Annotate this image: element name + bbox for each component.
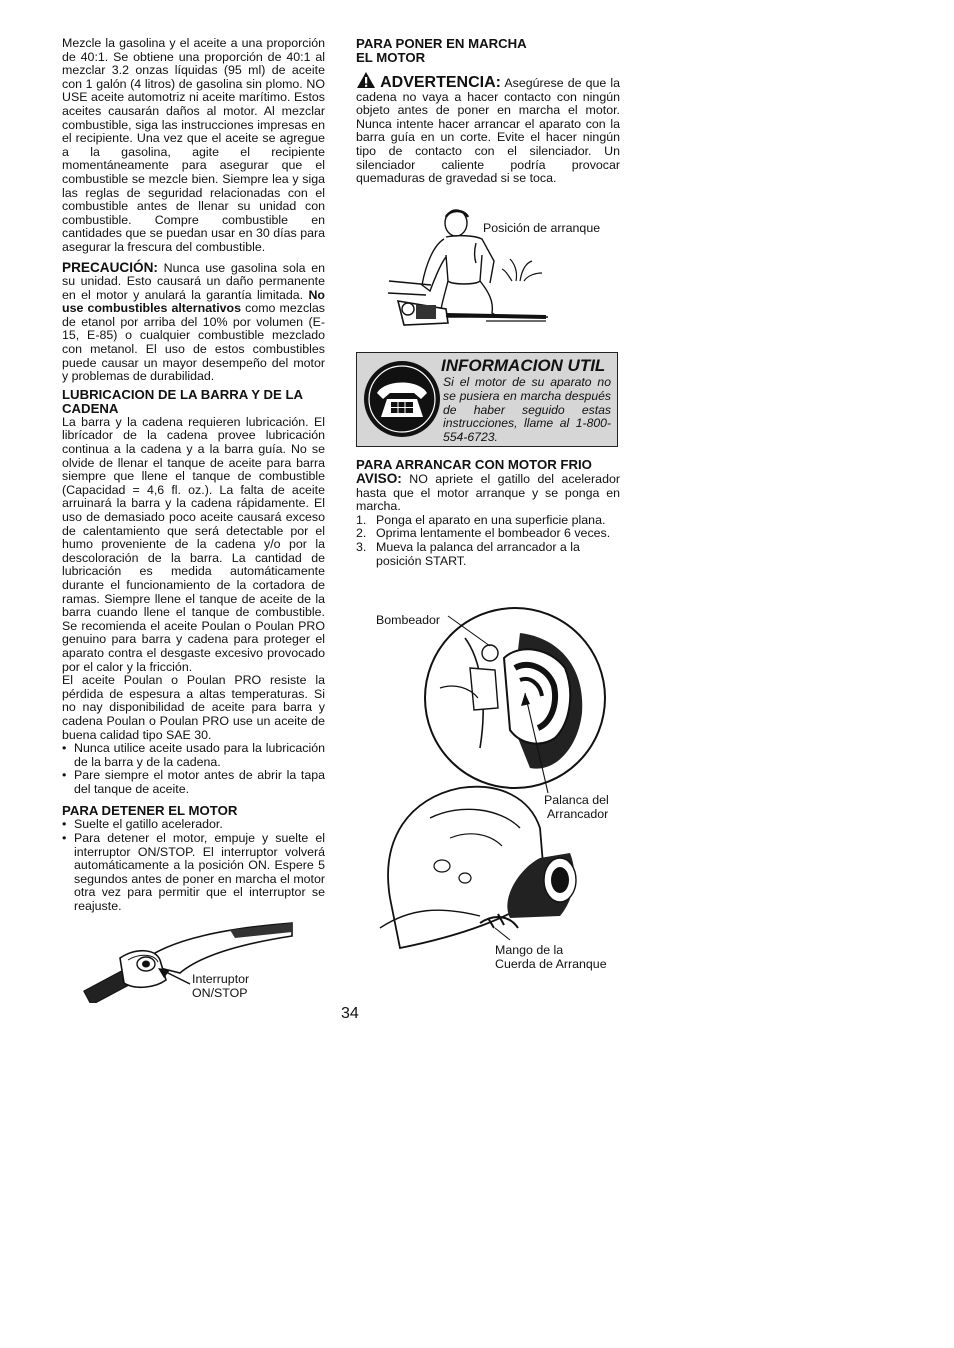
caution-paragraph: PRECAUCIÓN: Nunca use gasolina sola en su unidad. Esto causará un daño permanente en el motor y anulará la garantía limitada. No use combustibles alternativos como mezclas de etanol por arriba del 10% por volumen (E-15, E-85) o cualquier combustible mezclado con metanol. El uso de estos combustibles puede causar un mayor desempeño del motor y problemas de durabilidad. — [62, 259, 326, 384]
caution-label: PRECAUCIÓN: — [62, 259, 158, 275]
list-item: • Para detener el motor, empuje y suelte el interruptor ON/STOP. El interruptor volverá automáticamente a la posición ON. Espere 5 segundos antes de poner en marcha el motor otra vez para permitir que el interruptor se reajuste. — [62, 832, 325, 914]
list-item: • Nunca utilice aceite usado para la lubricación de la barra y de la cadena. — [62, 742, 325, 769]
list-item: 3. Mueva la palanca del arrancador a la posición START. — [356, 539, 580, 568]
engine-primer-illustration — [370, 598, 615, 978]
list-item: • Pare siempre el motor antes de abrir la tapa del tanque de aceite. — [62, 769, 325, 796]
helpful-info-box — [356, 352, 618, 447]
warning-label: ADVERTENCIA: — [380, 74, 501, 91]
start-engine-heading-2: EL MOTOR — [356, 50, 426, 65]
cold-start-steps — [356, 514, 620, 568]
helpful-info-text: Si el motor de su aparato no se pusiera en marcha después de haber seguido estas instrucciones, llame al 1-800-554-6723. — [443, 375, 611, 445]
starter-lever-label-1: Palanca del — [544, 793, 609, 807]
primer-label: Bombeador — [376, 613, 441, 627]
on-stop-switch-illustration — [80, 918, 300, 1003]
stop-engine-bullets — [62, 818, 325, 913]
helpful-info-title: INFORMACION UTIL — [441, 356, 606, 375]
list-item: 2. Oprima lentamente el bombeador 6 veces. — [356, 526, 611, 541]
starter-lever-label-2: Arrancador — [547, 807, 609, 821]
lubrication-paragraph-1: La barra y la cadena requieren lubricación. El librícador de la cadena provee lubricación continua a la cadena y a la barra guía. No se olvide de llenar el tanque de aceite para barra siempre que llene el tanque de combustible (Capacidad = 4,6 fl. oz.). La falta de aceite arruinará la barra y la cadena rápidamente. El uso de demasiado poco aceite causará exceso de calentamiento que será detectable por el humo proveniente de la cadena y/o por la descoloración de la barra. La cantidad de lubricación es medida automáticamente durante el funcionamiento de la cortadora de ramas. Siempre llene el tanque de aceite de la barra cuando llene el tanque de combustible. Se recomienda el aceite Poulan o Poulan PRO genuino para barra y cadena para proteger el aparato contra el desgaste excesivo provocado por el calor y la fricción. — [62, 414, 325, 674]
cold-start-heading: PARA ARRANCAR CON MOTOR FRIO — [356, 457, 592, 472]
left-column — [62, 37, 325, 914]
starting-position-label: Posición de arranque — [483, 221, 601, 235]
lubrication-bullets — [62, 742, 325, 796]
switch-label-2: ON/STOP — [192, 986, 248, 1000]
switch-label-1: Interruptor — [192, 972, 250, 986]
starter-handle-label-1: Mango de la — [495, 943, 564, 957]
stop-engine-heading: PARA DETENER EL MOTOR — [62, 803, 238, 819]
list-item: • Suelte el gatillo acelerador. — [62, 818, 325, 832]
starter-handle-label-2: Cuerda de Arranque — [495, 957, 607, 971]
start-engine-heading-1: PARA PONER EN MARCHA — [356, 36, 527, 51]
page-number: 34 — [341, 1005, 359, 1022]
telephone-icon — [363, 359, 441, 439]
right-column — [356, 37, 620, 186]
lubrication-heading: LUBRICACION DE LA BARRA Y DE LA CADENA — [62, 386, 303, 416]
warning-triangle-icon — [356, 71, 376, 89]
cold-start-section — [356, 458, 620, 568]
notice-label: AVISO: — [356, 471, 402, 486]
warning-paragraph: ADVERTENCIA: Asegúrese de que la cadena no vaya a hacer contacto con ningún objeto antes de poner en marcha el motor. Nunca intente hacer arrancar el aparato con la barra guía en un corte. Evite el hacer ningún tipo de contacto con el silenciador. Un silenciador caliente podría provocar quemaduras de gravedad si se toca. — [356, 71, 620, 186]
fuel-mix-paragraph: Mezcle la gasolina y el aceite a una proporción de 40:1. Se obtiene una proporción de 40:1 al mezclar 3.2 onzas líquidas (95 ml) de aceite con 1 galón (4 litros) de gasolina sin plomo. NO USE aceite automotriz ni aceite marítimo. Estos aceites causarán daños al motor. Al mezclar combustible, siga las instrucciones impresas en el recipiente. Una vez que el aceite se agregue a la gasolina, agite el recipiente momentáneamente para asegurar que el combustible se mezcle bien. Siempre lea y siga las reglas de seguridad relacionadas con el combustible antes de llenar su unidad con combustible. Compre combustible en cantidades que se puedan usar en 30 días para asegurar la frescura del combustible. — [62, 36, 325, 254]
list-item: 1. Ponga el aparato en una superficie plana. — [356, 512, 606, 527]
lubrication-paragraph-2: El aceite Poulan o Poulan PRO resiste la pérdida de espesura a altas temperaturas. Si no nay disponibilidad de aceite para barra y cadena Poulan o Poulan PRO use un aceite de buena calidad tipo SAE 30. — [62, 673, 325, 742]
notice-paragraph: AVISO: NO apriete el gatillo del acelerador hasta que el motor arranque y se ponga en marcha. — [356, 471, 620, 514]
